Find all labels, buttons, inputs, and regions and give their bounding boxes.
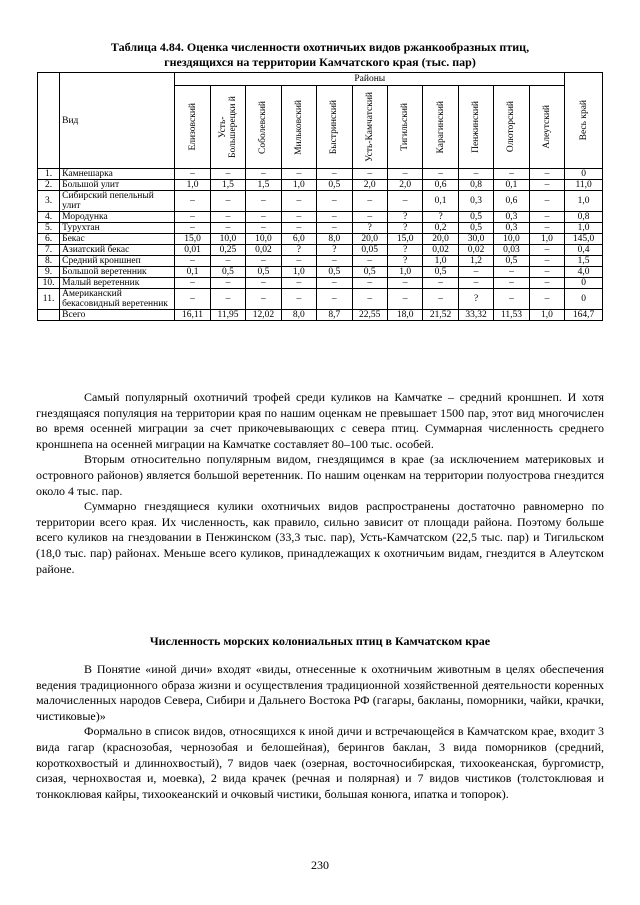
species-name: Мородунка	[60, 212, 175, 223]
value-cell: 0,6	[423, 180, 458, 191]
value-cell: –	[352, 289, 387, 310]
page-number: 230	[311, 858, 329, 872]
value-cell: –	[494, 278, 529, 289]
value-cell: 0,2	[423, 223, 458, 234]
value-cell: –	[175, 278, 210, 289]
value-cell: –	[281, 169, 316, 180]
value-cell: 0,02	[246, 245, 281, 256]
value-cell: ?	[387, 223, 422, 234]
header-district	[387, 86, 422, 169]
value-cell: –	[246, 289, 281, 310]
value-cell: 1,5	[246, 180, 281, 191]
row-number: 2.	[38, 180, 60, 191]
value-cell: 8,0	[317, 234, 352, 245]
value-cell: –	[458, 267, 493, 278]
species-name: Большой улит	[60, 180, 175, 191]
header-district-label: Карагинский	[435, 100, 446, 154]
table-row	[38, 169, 603, 180]
body-section-1	[36, 390, 604, 577]
table-row	[38, 256, 603, 267]
value-cell: 1,5	[565, 256, 603, 267]
value-cell: 0,6	[494, 191, 529, 212]
value-cell: 0,5	[352, 267, 387, 278]
value-cell: 11,0	[565, 180, 603, 191]
value-cell: –	[494, 289, 529, 310]
value-cell: –	[210, 278, 245, 289]
value-cell: ?	[387, 245, 422, 256]
value-cell: 22,55	[352, 310, 387, 321]
value-cell: –	[281, 191, 316, 212]
value-cell: 0	[565, 169, 603, 180]
value-cell: –	[246, 212, 281, 223]
row-number: 10.	[38, 278, 60, 289]
value-cell: 1,0	[387, 267, 422, 278]
row-number: 1.	[38, 169, 60, 180]
value-cell: 0,02	[423, 245, 458, 256]
table-caption	[60, 40, 580, 70]
value-cell: –	[210, 191, 245, 212]
value-cell: 12,02	[246, 310, 281, 321]
total-row	[38, 310, 603, 321]
species-name: Бекас	[60, 234, 175, 245]
table-row	[38, 180, 603, 191]
value-cell: 0,3	[494, 212, 529, 223]
header-district-label: Елизовский	[187, 103, 198, 151]
value-cell: 0,3	[494, 223, 529, 234]
value-cell: 0,5	[458, 212, 493, 223]
value-cell: 0,03	[494, 245, 529, 256]
header-num-cell	[38, 73, 60, 169]
caption-line-1: Таблица 4.84. Оценка численности охотничьих видов ржанкообразных птиц,	[110, 40, 530, 54]
value-cell: 2,0	[352, 180, 387, 191]
header-district	[175, 86, 210, 169]
row-number: 6.	[38, 234, 60, 245]
table-row	[38, 212, 603, 223]
value-cell: 0,1	[494, 180, 529, 191]
row-number: 8.	[38, 256, 60, 267]
row-number: 4.	[38, 212, 60, 223]
value-cell: –	[175, 256, 210, 267]
value-cell: –	[210, 223, 245, 234]
value-cell: –	[529, 245, 565, 256]
value-cell: 0,01	[175, 245, 210, 256]
value-cell: –	[281, 289, 316, 310]
value-cell: –	[175, 212, 210, 223]
value-cell: 15,0	[387, 234, 422, 245]
row-number	[38, 310, 60, 321]
value-cell: 30,0	[458, 234, 493, 245]
species-name: Всего	[60, 310, 175, 321]
value-cell: –	[246, 191, 281, 212]
paragraph: Формально в список видов, относящихся к иной дичи и встречающейся в Камчатском крае, входит 3 вида гагар (краснозобая, чернозобая и белошейная), берингов баклан, 3 вида поморников (средний, короткохвостый и длиннохвостый), 7 видов чаек (озерная, восточносибирская, тихоокеанская, бургомистр, сизая, чернохвостая и, моевка), 2 вида крачек (речная и полярная) и 7 видов чистиков (толстоклювая и тонкоклювая кайры, тихоокеанский и очковый чистики, большая конюга, ипатка и топорок).	[36, 724, 604, 801]
value-cell: 10,0	[246, 234, 281, 245]
value-cell: 0,5	[210, 267, 245, 278]
value-cell: 0,8	[565, 212, 603, 223]
value-cell: 1,0	[565, 223, 603, 234]
header-district-label: Алеутский	[541, 105, 552, 149]
header-district-label: Быстринский	[329, 99, 340, 155]
species-name: Сибирский пепельный улит	[60, 191, 175, 212]
value-cell: 20,0	[352, 234, 387, 245]
value-cell: 1,0	[423, 256, 458, 267]
species-name: Большой веретенник	[60, 267, 175, 278]
value-cell: –	[529, 191, 565, 212]
row-number: 11.	[38, 289, 60, 310]
value-cell: 8,7	[317, 310, 352, 321]
value-cell: 21,52	[423, 310, 458, 321]
value-cell: –	[529, 289, 565, 310]
value-cell: –	[352, 256, 387, 267]
value-cell: –	[175, 223, 210, 234]
value-cell: –	[281, 256, 316, 267]
species-name: Турухтан	[60, 223, 175, 234]
value-cell: –	[387, 169, 422, 180]
value-cell: –	[246, 256, 281, 267]
row-number: 7.	[38, 245, 60, 256]
value-cell: 1,0	[565, 191, 603, 212]
value-cell: 0,5	[246, 267, 281, 278]
value-cell: 0	[565, 278, 603, 289]
value-cell: 18,0	[387, 310, 422, 321]
value-cell: 20,0	[423, 234, 458, 245]
header-rayony: Районы	[175, 73, 565, 86]
value-cell: –	[281, 223, 316, 234]
value-cell: –	[387, 191, 422, 212]
header-district	[529, 86, 565, 169]
value-cell: 145,0	[565, 234, 603, 245]
table-row	[38, 191, 603, 212]
value-cell: –	[352, 191, 387, 212]
header-district-label: Пенжинский	[471, 101, 482, 153]
value-cell: 6,0	[281, 234, 316, 245]
species-table	[37, 72, 603, 321]
value-cell: –	[529, 267, 565, 278]
paragraph: Вторым относительно популярным видом, гнездящимся в крае (за исключением материковых и островного районов) является большой веретенник. По нашим оценкам на территории полуострова гнездится около 4 тыс. пар.	[36, 452, 604, 498]
value-cell: ?	[423, 212, 458, 223]
table-row	[38, 289, 603, 310]
value-cell: ?	[317, 245, 352, 256]
header-district-label: Весь край	[578, 100, 589, 141]
value-cell: –	[317, 289, 352, 310]
value-cell: –	[529, 223, 565, 234]
value-cell: –	[529, 256, 565, 267]
value-cell: –	[458, 278, 493, 289]
header-district	[458, 86, 493, 169]
value-cell: 11,95	[210, 310, 245, 321]
value-cell: –	[494, 169, 529, 180]
species-name: Камнешарка	[60, 169, 175, 180]
value-cell: –	[317, 212, 352, 223]
table-row	[38, 267, 603, 278]
value-cell: 0,5	[494, 256, 529, 267]
value-cell: 1,0	[175, 180, 210, 191]
header-district	[246, 86, 281, 169]
value-cell: 11,53	[494, 310, 529, 321]
header-district-label: Мильковский	[293, 99, 304, 155]
value-cell: –	[246, 223, 281, 234]
value-cell: –	[352, 278, 387, 289]
value-cell: 16,11	[175, 310, 210, 321]
paragraph: Самый популярный охотничий трофей среди куликов на Камчатке – средний кроншнеп. И хотя гнездящаяся популяция на территории края по нашим оценкам не превышает 1500 пар, этот вид многочислен во время осенней миграции за счет прикочевывающих с севера птиц. Суммарная численность среднего кроншнепа на осенней миграции на Камчатке составляет 80–100 тыс. особей.	[36, 390, 604, 451]
value-cell: 1,0	[529, 234, 565, 245]
value-cell: ?	[458, 289, 493, 310]
row-number: 5.	[38, 223, 60, 234]
value-cell: –	[423, 169, 458, 180]
species-name: Американский бекасовидный веретенник	[60, 289, 175, 310]
value-cell: –	[175, 289, 210, 310]
value-cell: 2,0	[387, 180, 422, 191]
value-cell: 10,0	[210, 234, 245, 245]
header-district	[281, 86, 316, 169]
value-cell: –	[246, 278, 281, 289]
row-number: 9.	[38, 267, 60, 278]
value-cell: 0	[565, 289, 603, 310]
header-district-label: Олюторский	[506, 101, 517, 153]
table-row	[38, 278, 603, 289]
value-cell: –	[210, 212, 245, 223]
value-cell: 0,02	[458, 245, 493, 256]
value-cell: 8,0	[281, 310, 316, 321]
value-cell: –	[529, 180, 565, 191]
value-cell: 0,5	[423, 267, 458, 278]
value-cell: –	[529, 278, 565, 289]
header-district	[352, 86, 387, 169]
value-cell: –	[529, 169, 565, 180]
species-name: Азиатский бекас	[60, 245, 175, 256]
value-cell: 0,1	[423, 191, 458, 212]
header-district	[494, 86, 529, 169]
value-cell: 0,8	[458, 180, 493, 191]
value-cell: 10,0	[494, 234, 529, 245]
value-cell: 4,0	[565, 267, 603, 278]
table-row	[38, 245, 603, 256]
value-cell: –	[281, 278, 316, 289]
table-row	[38, 234, 603, 245]
value-cell: 0,5	[317, 267, 352, 278]
value-cell: ?	[352, 223, 387, 234]
row-number: 3.	[38, 191, 60, 212]
header-district	[210, 86, 245, 169]
header-district-label: Усть-Камчатский	[364, 92, 375, 162]
value-cell: –	[317, 223, 352, 234]
value-cell: ?	[387, 212, 422, 223]
value-cell: –	[352, 212, 387, 223]
value-cell: –	[387, 278, 422, 289]
header-vid: Вид	[60, 73, 175, 169]
value-cell: –	[317, 256, 352, 267]
value-cell: 0,5	[317, 180, 352, 191]
paragraph: Суммарно гнездящиеся кулики охотничьих видов распространены достаточно равномерно по территории всего края. Их численность, как правило, сильно зависит от площади района. Поэтому больше всего куликов на гнездовании в Пенжинском (33,3 тыс. пар), Усть-Камчатском (22,5 тыс. пар) и Тигильском (18,0 тыс. пар) районах. Меньше всего куликов, принадлежащих к охотничьим видам, гнездится в Алеутском районе.	[36, 499, 604, 576]
header-district-label: Усть-Большерецки й	[217, 96, 238, 158]
value-cell: –	[458, 169, 493, 180]
value-cell: –	[210, 169, 245, 180]
table-row	[38, 223, 603, 234]
species-name: Средний кроншнеп	[60, 256, 175, 267]
value-cell: –	[317, 169, 352, 180]
value-cell: –	[423, 289, 458, 310]
value-cell: 0,25	[210, 245, 245, 256]
value-cell: –	[317, 278, 352, 289]
header-ves-krai	[565, 73, 603, 169]
value-cell: 1,0	[529, 310, 565, 321]
value-cell: 15,0	[175, 234, 210, 245]
value-cell: –	[387, 289, 422, 310]
species-name: Малый веретенник	[60, 278, 175, 289]
header-district	[317, 86, 352, 169]
caption-line-2: гнездящихся на территории Камчатского края (тыс. пар)	[164, 55, 476, 69]
header-district-label: Соболевский	[258, 100, 269, 154]
value-cell: –	[175, 191, 210, 212]
value-cell: –	[423, 278, 458, 289]
value-cell: 0,3	[458, 191, 493, 212]
value-cell: 1,5	[210, 180, 245, 191]
header-row-1	[38, 73, 603, 86]
header-district	[423, 86, 458, 169]
value-cell: ?	[281, 245, 316, 256]
body-section-2	[36, 662, 604, 802]
value-cell: –	[281, 212, 316, 223]
value-cell: 0,05	[352, 245, 387, 256]
value-cell: –	[175, 169, 210, 180]
value-cell: 0,4	[565, 245, 603, 256]
value-cell: 0,5	[458, 223, 493, 234]
value-cell: –	[210, 256, 245, 267]
value-cell: –	[494, 267, 529, 278]
value-cell: 164,7	[565, 310, 603, 321]
value-cell: 1,2	[458, 256, 493, 267]
header-district-label: Тигильский	[400, 103, 411, 151]
value-cell: 33,32	[458, 310, 493, 321]
paragraph: В Понятие «иной дичи» входят «виды, отнесенные к охотничьим животным в целях обеспечения ведения традиционного образа жизни и осуществления традиционной хозяйственной деятельности коренных малочисленных народов Севера, Сибири и Дальнего Востока РФ (гагары, бакланы, поморники, чайки, крачки, чистиковые)»	[36, 662, 604, 723]
value-cell: –	[317, 191, 352, 212]
value-cell: ?	[387, 256, 422, 267]
value-cell: –	[352, 169, 387, 180]
value-cell: –	[210, 289, 245, 310]
value-cell: –	[246, 169, 281, 180]
section-title: Численность морских колониальных птиц в Камчатском крае	[149, 634, 491, 648]
value-cell: 1,0	[281, 267, 316, 278]
value-cell: –	[529, 212, 565, 223]
value-cell: 1,0	[281, 180, 316, 191]
value-cell: 0,1	[175, 267, 210, 278]
